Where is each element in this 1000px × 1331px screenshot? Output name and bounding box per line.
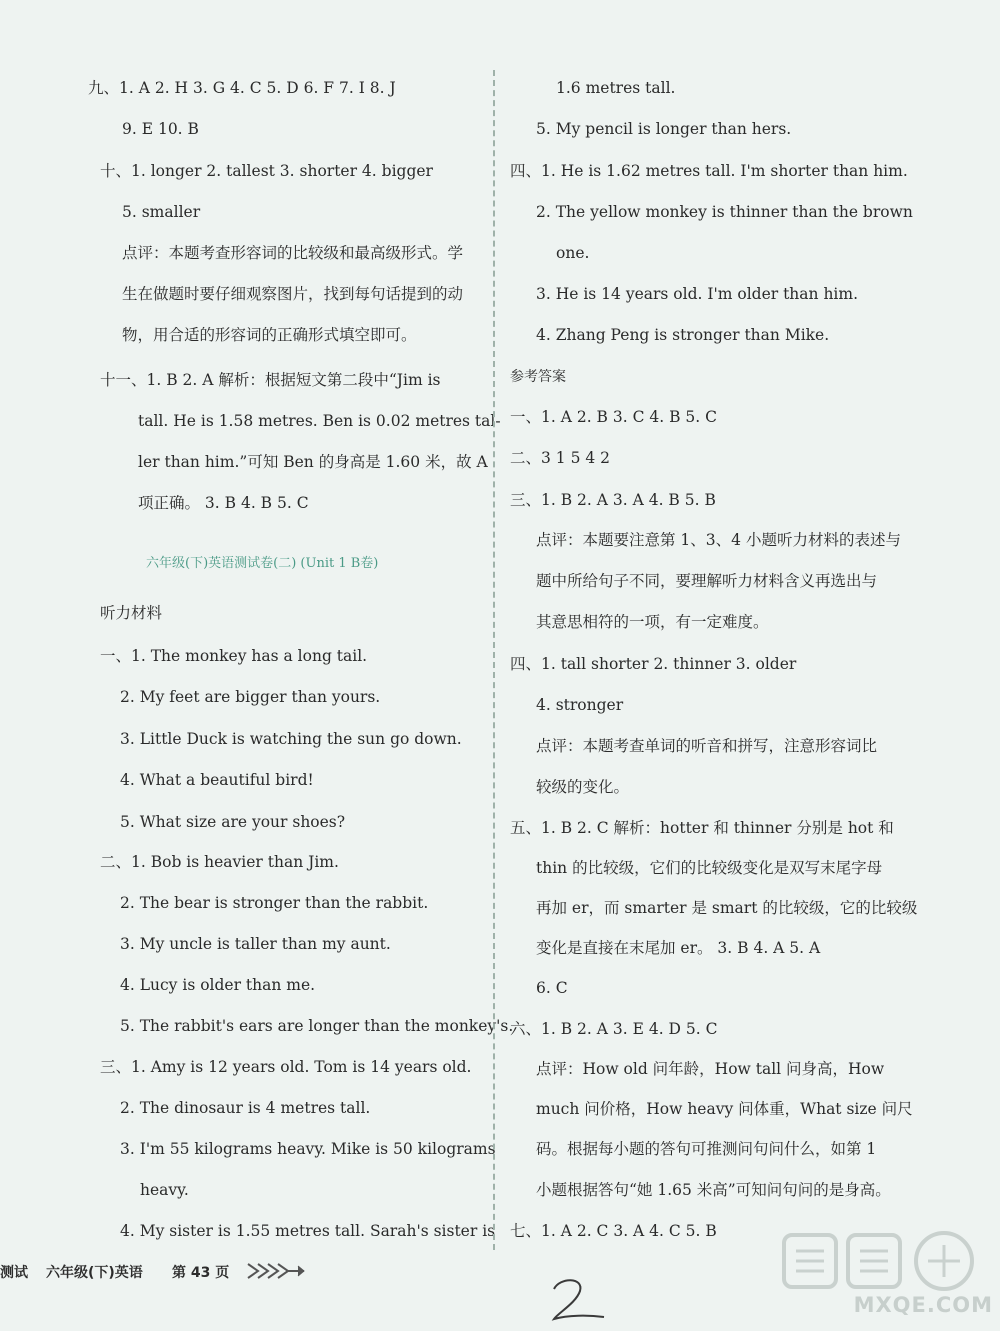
right-line: 四、1. tall shorter 2. thinner 3. older xyxy=(510,655,797,673)
left-line: 3. I'm 55 kilograms heavy. Mike is 50 kilograms xyxy=(120,1140,496,1158)
left-line: 十一、1. B 2. A 解析：根据短文第二段中“Jim is xyxy=(100,371,441,389)
left-line: 3. My uncle is taller than my aunt. xyxy=(120,935,391,953)
right-line: 2. The yellow monkey is thinner than the brown xyxy=(536,203,913,221)
left-line: 2. The bear is stronger than the rabbit. xyxy=(120,894,429,912)
right-line: 3. He is 14 years old. I'm older than him. xyxy=(536,285,859,303)
right-line: 1.6 metres tall. xyxy=(556,79,676,97)
right-line: 较级的变化。 xyxy=(536,778,630,796)
footer-page-number: 第 43 页 xyxy=(172,1265,230,1281)
left-line: 九、1. A 2. H 3. G 4. C 5. D 6. F 7. I 8. J xyxy=(88,79,396,97)
left-line: 物，用合适的形容词的正确形式填空即可。 xyxy=(122,326,417,344)
right-line: much 问价格，How heavy 问体重，What size 问尺 xyxy=(536,1100,913,1118)
right-line: 四、1. He is 1.62 metres tall. I'm shorter than him. xyxy=(510,162,908,180)
handwritten-mark xyxy=(548,1275,608,1325)
footer-prefix: 测试 xyxy=(0,1265,28,1281)
right-line: 七、1. A 2. C 3. A 4. C 5. B xyxy=(510,1222,717,1240)
right-line: 点评：本题考查单词的听音和拼写，注意形容词比 xyxy=(536,737,878,755)
left-line: 9. E 10. B xyxy=(122,120,199,138)
left-line: 二、1. Bob is heavier than Jim. xyxy=(100,853,339,871)
left-line: 2. The dinosaur is 4 metres tall. xyxy=(120,1099,371,1117)
left-line: 生在做题时要仔细观察图片，找到每句话提到的动 xyxy=(122,285,464,303)
left-line: 4. What a beautiful bird! xyxy=(120,771,314,789)
column-divider xyxy=(493,70,495,1250)
left-line: 3. Little Duck is watching the sun go down. xyxy=(120,730,462,748)
right-line: 题中所给句子不同，要理解听力材料含义再选出与 xyxy=(536,572,878,590)
right-line: 一、1. A 2. B 3. C 4. B 5. C xyxy=(510,408,717,426)
right-line: 三、1. B 2. A 3. A 4. B 5. B xyxy=(510,491,716,509)
left-line: 点评：本题考查形容词的比较级和最高级形式。学 xyxy=(122,244,464,262)
right-line: 小题根据答句“她 1.65 米高”可知问句问的是身高。 xyxy=(536,1181,891,1199)
watermark xyxy=(778,1225,993,1325)
left-line: heavy. xyxy=(140,1181,189,1199)
right-line: 点评：本题要注意第 1、3、4 小题听力材料的表述与 xyxy=(536,531,901,549)
left-line: ler than him.”可知 Ben 的身高是 1.60 米，故 A xyxy=(138,453,488,471)
left-line: 项正确。 3. B 4. B 5. C xyxy=(138,494,309,512)
left-line: 十、1. longer 2. tallest 3. shorter 4. bigger xyxy=(100,162,433,180)
left-line: tall. He is 1.58 metres. Ben is 0.02 metres tal- xyxy=(138,412,501,430)
footer-grade-subject: 六年级(下)英语 xyxy=(46,1265,143,1281)
left-line: 听力材料 xyxy=(100,604,163,622)
right-line: 五、1. B 2. C 解析：hotter 和 thinner 分别是 hot 和 xyxy=(510,819,894,837)
left-line: 4. My sister is 1.55 metres tall. Sarah's sister is xyxy=(120,1222,496,1240)
right-line: 变化是直接在末尾加 er。 3. B 4. A 5. A xyxy=(536,939,821,957)
right-line: 6. C xyxy=(536,979,568,997)
right-line: 点评：How old 问年龄，How tall 问身高，How xyxy=(536,1060,885,1078)
footer-arrows-icon xyxy=(246,1260,306,1282)
left-line: 5. smaller xyxy=(122,203,201,221)
section-heading: 六年级(下)英语测试卷(二) (Unit 1 B卷) xyxy=(146,556,379,571)
left-line: 5. The rabbit's ears are longer than the monkey's. xyxy=(120,1017,514,1035)
right-line: one. xyxy=(556,244,590,262)
right-line: 4. Zhang Peng is stronger than Mike. xyxy=(536,326,830,344)
right-line: 5. My pencil is longer than hers. xyxy=(536,120,792,138)
right-line: 码。根据每小题的答句可推测问句问什么，如第 1 xyxy=(536,1140,877,1158)
section-heading: 参考答案 xyxy=(510,369,566,385)
watermark-logo-icon xyxy=(778,1225,993,1295)
left-line: 一、1. The monkey has a long tail. xyxy=(100,647,368,665)
watermark-site: MXQE.COM xyxy=(853,1293,993,1317)
left-line: 4. Lucy is older than me. xyxy=(120,976,316,994)
right-line: 六、1. B 2. A 3. E 4. D 5. C xyxy=(510,1020,718,1038)
right-line: 其意思相符的一项，有一定难度。 xyxy=(536,613,769,631)
right-line: 4. stronger xyxy=(536,696,624,714)
right-line: 二、3 1 5 4 2 xyxy=(510,449,611,467)
left-line: 5. What size are your shoes? xyxy=(120,813,346,831)
left-line: 三、1. Amy is 12 years old. Tom is 14 years old. xyxy=(100,1058,472,1076)
right-line: 再加 er，而 smarter 是 smart 的比较级，它的比较级 xyxy=(536,899,918,917)
left-line: 2. My feet are bigger than yours. xyxy=(120,688,381,706)
right-line: thin 的比较级，它们的比较级变化是双写末尾字母 xyxy=(536,859,883,877)
